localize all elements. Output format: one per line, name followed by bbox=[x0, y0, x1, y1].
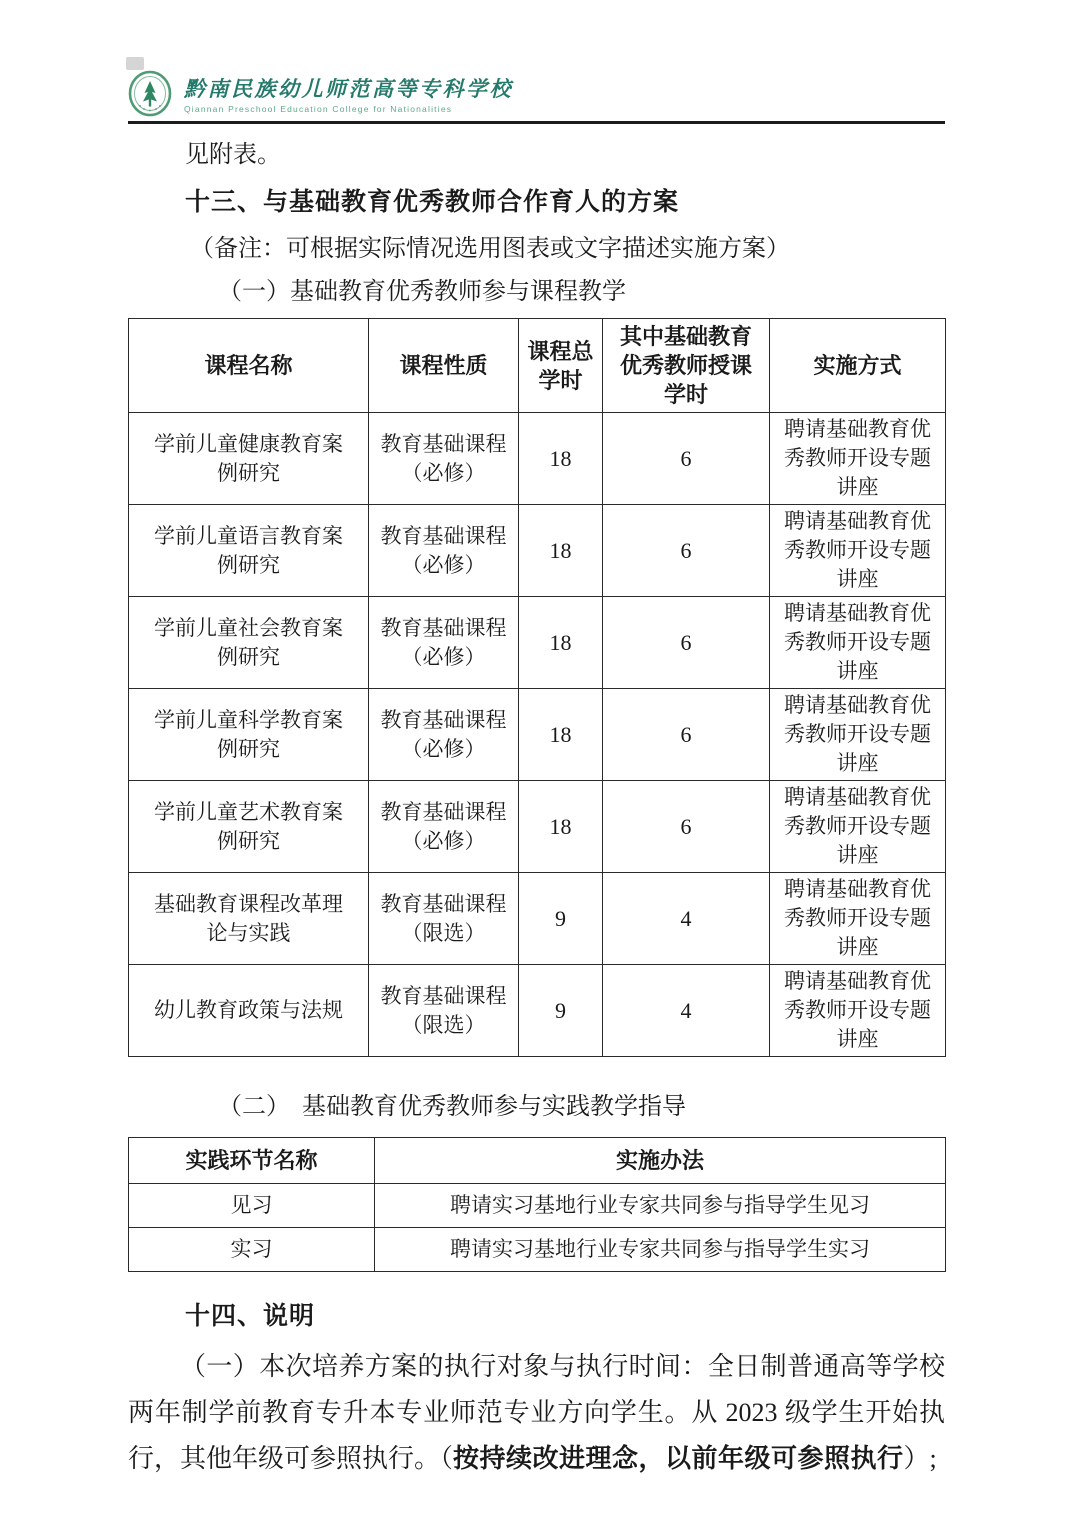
cell-total-hours: 18 bbox=[519, 505, 603, 597]
cell-practice-method: 聘请实习基地行业专家共同参与指导学生实习 bbox=[375, 1228, 946, 1272]
header-row bbox=[129, 319, 946, 413]
section-13-title: 十三、与基础教育优秀教师合作育人的方案 bbox=[185, 188, 680, 216]
section-14-title: 十四、说明 bbox=[185, 1302, 316, 1330]
cell-implementation: 聘请基础教育优秀教师开设专题讲座 bbox=[770, 505, 946, 597]
cell-course-name: 学前儿童健康教育案例研究 bbox=[129, 413, 369, 505]
cell-course-nature: 教育基础课程（限选） bbox=[369, 965, 519, 1057]
course-table-header bbox=[129, 319, 946, 413]
cell-total-hours: 18 bbox=[519, 781, 603, 873]
cell-course-name: 学前儿童社会教育案例研究 bbox=[129, 597, 369, 689]
cell-excellent-teacher-hours: 6 bbox=[603, 505, 770, 597]
col-practice-name: 实践环节名称 bbox=[129, 1138, 375, 1184]
cell-practice-method: 聘请实习基地行业专家共同参与指导学生见习 bbox=[375, 1184, 946, 1228]
table-row bbox=[129, 873, 946, 965]
table-row bbox=[129, 1184, 946, 1228]
school-name-block bbox=[184, 78, 513, 113]
cell-excellent-teacher-hours: 4 bbox=[603, 873, 770, 965]
section-13-note: （备注：可根据实际情况选用图表或文字描述实施方案） bbox=[190, 236, 790, 262]
table-row bbox=[129, 505, 946, 597]
cell-implementation: 聘请基础教育优秀教师开设专题讲座 bbox=[770, 689, 946, 781]
school-name-cn: 黔南民族幼儿师范高等专科学校 bbox=[184, 77, 513, 102]
cell-total-hours: 18 bbox=[519, 597, 603, 689]
intro-text: 见附表。 bbox=[185, 142, 281, 168]
paragraph-text: （一）本次培养方案的执行对象与执行时间：全日制普通高等学校两年制学前教育专升本专业师范专业方向学生。从 2023 级学生开始执行，其他年级可参照执行。（ bbox=[128, 1352, 945, 1473]
cell-course-name: 学前儿童艺术教育案例研究 bbox=[129, 781, 369, 873]
table-row bbox=[129, 597, 946, 689]
cell-course-name: 学前儿童语言教育案例研究 bbox=[129, 505, 369, 597]
table-row bbox=[129, 413, 946, 505]
cell-total-hours: 9 bbox=[519, 965, 603, 1057]
scan-smudge bbox=[126, 57, 144, 70]
cell-practice-name: 见习 bbox=[129, 1184, 375, 1228]
cell-implementation: 聘请基础教育优秀教师开设专题讲座 bbox=[770, 413, 946, 505]
cell-course-nature: 教育基础课程（必修） bbox=[369, 597, 519, 689]
cell-excellent-teacher-hours: 4 bbox=[603, 965, 770, 1057]
paragraph-text-end: ）; bbox=[903, 1444, 937, 1473]
practice-table-body bbox=[129, 1184, 946, 1272]
table-row bbox=[129, 1228, 946, 1272]
col-total-hours: 课程总学时 bbox=[519, 319, 603, 413]
cell-practice-name: 实习 bbox=[129, 1228, 375, 1272]
cell-implementation: 聘请基础教育优秀教师开设专题讲座 bbox=[770, 597, 946, 689]
cell-excellent-teacher-hours: 6 bbox=[603, 781, 770, 873]
document-content bbox=[128, 138, 945, 1482]
school-name-en: Qiannan Preschool Education College for Nationalities bbox=[184, 103, 453, 114]
cell-total-hours: 18 bbox=[519, 413, 603, 505]
course-teaching-table bbox=[128, 318, 946, 1057]
table-row bbox=[129, 781, 946, 873]
col-excellent-teacher-hours: 其中基础教育优秀教师授课学时 bbox=[603, 319, 770, 413]
cell-implementation: 聘请基础教育优秀教师开设专题讲座 bbox=[770, 965, 946, 1057]
col-course-name: 课程名称 bbox=[129, 319, 369, 413]
cell-total-hours: 18 bbox=[519, 689, 603, 781]
header-row bbox=[129, 1138, 946, 1184]
course-table-body bbox=[129, 413, 946, 1057]
cell-course-nature: 教育基础课程（必修） bbox=[369, 413, 519, 505]
subsection-1-title: （一）基础教育优秀教师参与课程教学 bbox=[218, 279, 626, 305]
section-14-paragraph bbox=[128, 1344, 945, 1482]
cell-course-name: 基础教育课程改革理论与实践 bbox=[129, 873, 369, 965]
col-implementation: 实施方式 bbox=[770, 319, 946, 413]
cell-implementation: 聘请基础教育优秀教师开设专题讲座 bbox=[770, 781, 946, 873]
cell-course-name: 幼儿教育政策与法规 bbox=[129, 965, 369, 1057]
practice-guidance-table bbox=[128, 1137, 946, 1272]
cell-implementation: 聘请基础教育优秀教师开设专题讲座 bbox=[770, 873, 946, 965]
cell-excellent-teacher-hours: 6 bbox=[603, 413, 770, 505]
school-emblem-icon bbox=[128, 70, 172, 122]
col-practice-method: 实施办法 bbox=[375, 1138, 946, 1184]
col-course-nature: 课程性质 bbox=[369, 319, 519, 413]
cell-total-hours: 9 bbox=[519, 873, 603, 965]
table-row bbox=[129, 965, 946, 1057]
cell-course-nature: 教育基础课程（必修） bbox=[369, 505, 519, 597]
cell-course-nature: 教育基础课程（必修） bbox=[369, 781, 519, 873]
school-logo bbox=[128, 70, 513, 122]
cell-excellent-teacher-hours: 6 bbox=[603, 689, 770, 781]
cell-excellent-teacher-hours: 6 bbox=[603, 597, 770, 689]
cell-course-nature: 教育基础课程（必修） bbox=[369, 689, 519, 781]
cell-course-name: 学前儿童科学教育案例研究 bbox=[129, 689, 369, 781]
paragraph-bold-text: 按持续改进理念，以前年级可参照执行 bbox=[453, 1444, 904, 1473]
subsection-2-title: （二） 基础教育优秀教师参与实践教学指导 bbox=[218, 1094, 686, 1120]
header-divider bbox=[128, 121, 945, 124]
cell-course-nature: 教育基础课程（限选） bbox=[369, 873, 519, 965]
table-row bbox=[129, 689, 946, 781]
practice-table-header bbox=[129, 1138, 946, 1184]
